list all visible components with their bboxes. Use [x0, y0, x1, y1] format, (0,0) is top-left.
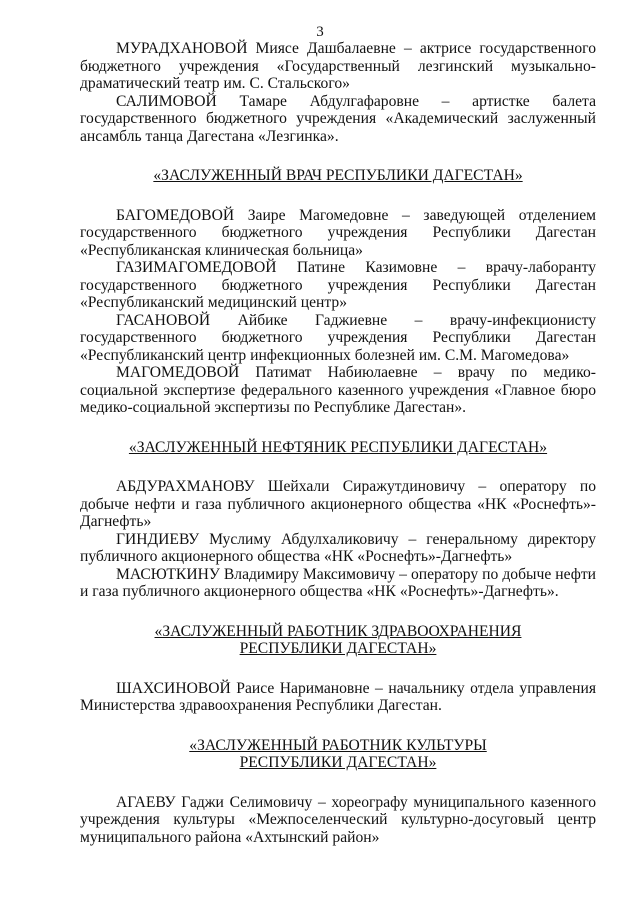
section-heading-line: «ЗАСЛУЖЕННЫЙ НЕФТЯНИК РЕСПУБЛИКИ ДАГЕСТАН»: [128, 438, 548, 456]
award-entry: ГАСАНОВОЙ Айбике Гаджиевне – врачу-инфекционисту государственного бюджетного учреждения Республики Дагестан «Республиканский центр инфекционных болезней им. С.М. Магомедова»: [80, 311, 596, 364]
award-entry: МАГОМЕДОВОЙ Патимат Набиюлаевне – врачу по медико-социальной экспертизе федерального казенного учреждения «Главное бюро медико-социальной экспертизы по Республике Дагестан».: [80, 364, 596, 416]
section-heading: [80, 167, 596, 185]
section-heading-line: «ЗАСЛУЖЕННЫЙ ВРАЧ РЕСПУБЛИКИ ДАГЕСТАН»: [153, 167, 523, 184]
award-entry: САЛИМОВОЙ Тамаре Абдулгафаровне – артистке балета государственного бюджетного учреждения «Академический заслуженный ансамбль танца Дагестана «Лезгинка».: [80, 92, 596, 145]
section-heading-line: «ЗАСЛУЖЕННЫЙ РАБОТНИК КУЛЬТУРЫ: [189, 736, 487, 754]
award-entry: ГИНДИЕВУ Муслиму Абдулхаликовичу – генеральному директору публичного акционерного общества «НК «Роснефть»-Дагнефть»: [80, 530, 596, 565]
section-heading-line: «ЗАСЛУЖЕННЫЙ РАБОТНИК ЗДРАВООХРАНЕНИЯ: [154, 622, 522, 640]
award-entry: ШАХСИНОВОЙ Раисе Наримановне – начальнику отдела управления Министерства здравоохранения Республики Дагестан.: [80, 679, 596, 714]
award-entry: МУРАДХАНОВОЙ Миясе Дашбалаевне – актрисе государственного бюджетного учреждения «Государственный лезгинский музыкально-драматический театр им. С. Стальского»: [80, 40, 596, 92]
award-entry: АГАЕВУ Гаджи Селимовичу – хореографу муниципального казенного учреждения культуры «Межпоселенческий культурно-досуговый центр муниципального района «Ахтынский район»: [80, 793, 596, 846]
section-heading: [80, 439, 596, 457]
award-entry: МАСЮТКИНУ Владимиру Максимовичу – оператору по добыче нефти и газа публичного акционерного общества «НК «Роснефть»-Дагнефть».: [80, 565, 596, 600]
page-number: 3: [316, 24, 324, 40]
document-body: [80, 40, 596, 846]
section-heading-line: РЕСПУБЛИКИ ДАГЕСТАН»: [239, 640, 437, 657]
section-heading-line: РЕСПУБЛИКИ ДАГЕСТАН»: [239, 754, 437, 771]
section-heading: [80, 623, 596, 658]
award-entry: ГАЗИМАГОМЕДОВОЙ Патине Казимовне – врачу-лаборанту государственного бюджетного учреждения Республики Дагестан «Республиканский медицинский центр»: [80, 259, 596, 311]
award-entry: БАГОМЕДОВОЙ Заире Магомедовне – заведующей отделением государственного бюджетного учреждения Республики Дагестан «Республиканская клиническая больница»: [80, 206, 596, 259]
award-entry: АБДУРАХМАНОВУ Шейхали Сиражутдиновичу – оператору по добыче нефти и газа публичного акционерного общества «НК «Роснефть»-Дагнефть»: [80, 478, 596, 530]
section-heading: [80, 737, 596, 772]
